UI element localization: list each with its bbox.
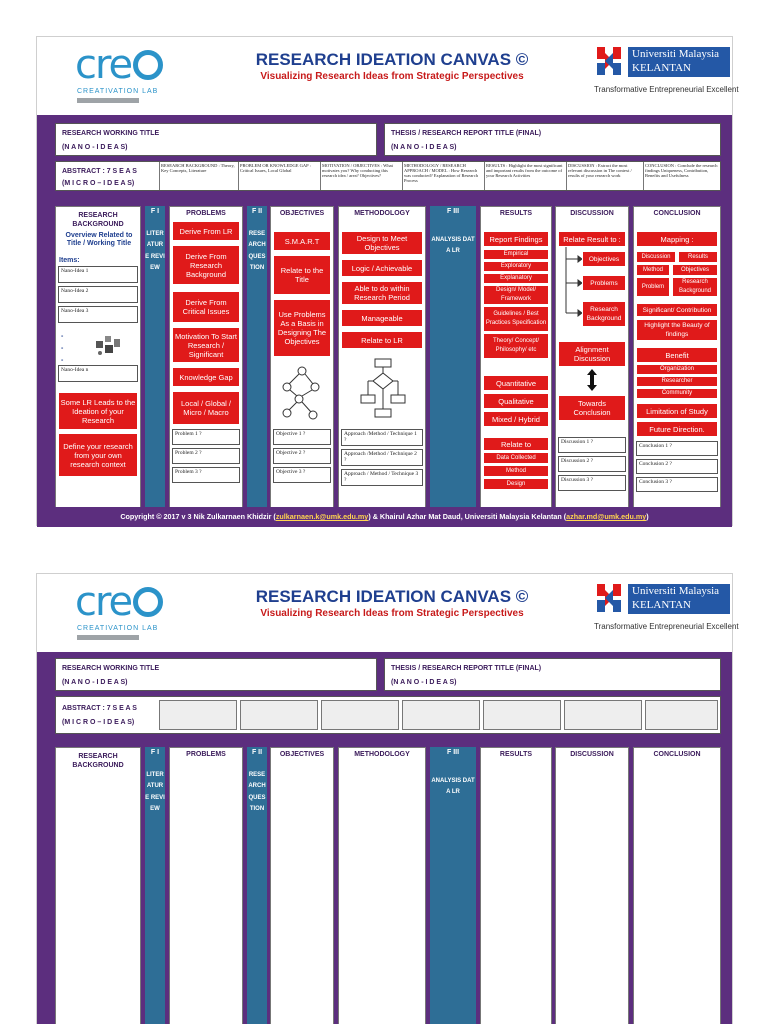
- blank-header-results: RESULTS: [499, 751, 533, 758]
- blank-f1-vertical-text: LITERATURE REVIEW: [145, 772, 165, 812]
- problem-q1: Problem 1 ?: [172, 429, 240, 445]
- abstract-cell-results: RESULTS : Highlight the most significant and important results from the outcome of your Research Activities: [484, 162, 566, 190]
- working-title-sub: (N A N O - I D E A S): [62, 144, 128, 151]
- lr-leads-box: Some LR Leads to the Ideation of your Research: [58, 392, 138, 430]
- flowchart-icon: [359, 357, 407, 421]
- f3-strip: [430, 206, 476, 508]
- abstract-blank-2[interactable]: [240, 700, 318, 730]
- canvas-blank: [36, 573, 739, 1024]
- column-results: [480, 206, 552, 508]
- conclusion-q1: Conclusion 1 ?: [636, 441, 718, 456]
- benefit-researcher: Researcher: [636, 376, 718, 387]
- conclusion-mapping: Mapping :: [636, 231, 718, 247]
- column-research-background: [55, 206, 141, 508]
- result-empirical: Empirical: [483, 249, 549, 260]
- thesis-title-sub: (N A N O - I D E A S): [391, 144, 457, 151]
- abstract-blank-5[interactable]: [483, 700, 561, 730]
- abstract-label-2: ABSTRACT : 7 S E A S: [62, 705, 137, 712]
- abstract-sub: (M I C R O – I D E A S): [62, 180, 135, 187]
- canvas-body: [37, 115, 732, 527]
- map-objectives: Objectives: [672, 264, 718, 276]
- page-title-2: RESEARCH IDEATION CANVAS ©: [255, 587, 529, 606]
- f1-label: F I: [150, 208, 160, 215]
- conclusion-significant: Significant/ Contribution: [636, 303, 718, 317]
- cre8-logo-2: [75, 579, 163, 625]
- blank-header-methodology: METHODOLOGY: [354, 751, 410, 758]
- conclusion-future: Future Direction.: [636, 421, 718, 437]
- abstract-blank-3[interactable]: [321, 700, 399, 730]
- column-methodology: [338, 206, 426, 508]
- column-header-background: RESEARCH BACKGROUND: [72, 212, 124, 228]
- umk-logo-icon-2: [595, 582, 623, 614]
- conclusion-limitation: Limitation of Study: [636, 403, 718, 419]
- result-quantitative: Quantitative: [483, 375, 549, 391]
- discussion-q2: Discussion 2 ?: [558, 456, 626, 472]
- abstract-cell-motivation: MOTIVATION / OBJECTIVES : What motivates you? Why conducting this research idea / area? Objectives?: [320, 162, 402, 190]
- page-subtitle-2: Visualizing Research Ideas from Strategic Perspectives: [260, 608, 524, 619]
- column-header-results: RESULTS: [499, 210, 533, 217]
- uni-name-line2: KELANTAN: [632, 62, 691, 74]
- umk-logo-icon: [595, 45, 623, 77]
- column-conclusion: [633, 206, 721, 508]
- result-design-model: Design/ Model/ Framework: [483, 285, 549, 305]
- blank-column-objectives[interactable]: [270, 747, 334, 1024]
- problem-local-global: Local / Global / Micro / Macro: [172, 391, 240, 425]
- problem-q3: Problem 3 ?: [172, 467, 240, 483]
- blank-f2-strip: [247, 747, 267, 1024]
- blank-header-objectives: OBJECTIVES: [279, 751, 325, 758]
- result-design: Design: [483, 478, 549, 490]
- conclusion-q2: Conclusion 2 ?: [636, 459, 718, 474]
- define-research-box: Define your research from your own research context: [58, 433, 138, 477]
- blank-header-discussion: DISCUSSION: [570, 751, 614, 758]
- blank-column-results[interactable]: [480, 747, 552, 1024]
- thesis-title-label: THESIS / RESEARCH REPORT TITLE (FINAL): [391, 130, 542, 137]
- result-data-collected: Data Collected: [483, 452, 549, 464]
- working-title-box-2: [55, 658, 377, 691]
- map-research-background: Research Background: [672, 277, 718, 297]
- objective-q1: Objective 1 ?: [273, 429, 331, 445]
- approach-2: Approach /Method / Technique 2 ?: [341, 449, 423, 466]
- abstract-blank-6[interactable]: [564, 700, 642, 730]
- approach-3: Approach / Method / Technique 3 ?: [341, 469, 423, 486]
- result-guidelines: Guidelines / Best Practices Specification: [483, 306, 549, 332]
- header-blank: [37, 574, 739, 652]
- blank-column-conclusion[interactable]: [633, 747, 721, 1024]
- map-problem: Problem: [636, 277, 670, 297]
- logo-bar: [77, 98, 139, 103]
- map-method: Method: [636, 264, 670, 276]
- objective-use-problems: Use Problems As a Basis in Designing The Objectives: [273, 299, 331, 357]
- column-header-discussion: DISCUSSION: [570, 210, 614, 217]
- thesis-title-box: [384, 123, 721, 156]
- abstract-cell-methodology: METHODOLOGY / RESEARCH APPROACH / MODEL : How Research was conducted? Explanation of Research Process: [402, 162, 484, 190]
- conclusion-highlight: Highlight the Beauty of findings: [636, 319, 718, 341]
- discussion-towards-conclusion: Towards Conclusion: [558, 395, 626, 421]
- canvas-filled: [36, 36, 739, 526]
- university-tagline: Transformative Entrepreneurial Excellent: [594, 85, 739, 94]
- nano-idea-3: Nano-Idea 3: [58, 306, 138, 323]
- working-title-label-2: RESEARCH WORKING TITLE: [62, 665, 160, 672]
- logo-bar-2: [77, 635, 139, 640]
- discussion-q3: Discussion 3 ?: [558, 475, 626, 491]
- uni-name-line2-2: KELANTAN: [632, 599, 691, 611]
- discussion-problems: Problems: [582, 275, 626, 291]
- bullet-dot-1: -: [61, 333, 64, 340]
- logo-8-icon: [133, 50, 163, 80]
- abstract-cell-conclusion: CONCLUSION : Conclude the research findings Uniqueness, Contribution, Benefits and Usefulness: [643, 162, 722, 190]
- uni-name-line1: Universiti Malaysia: [632, 48, 720, 60]
- problem-derive-lr: Derive From LR: [172, 221, 240, 241]
- f1-strip: [145, 206, 165, 508]
- map-discussion: Discussion: [636, 251, 676, 263]
- blank-f3-label: F III: [446, 749, 460, 756]
- conclusion-benefit: Benefit: [636, 347, 718, 363]
- discussion-objectives: Objectives: [582, 251, 626, 267]
- column-header-problems: PROBLEMS: [186, 210, 226, 217]
- abstract-sub-2: (M I C R O – I D E A S): [62, 719, 135, 726]
- logo-text: cre: [75, 42, 132, 88]
- blank-f3-strip: [430, 747, 476, 1024]
- copyright-footer: [41, 507, 728, 527]
- blank-header-problems: PROBLEMS: [186, 751, 226, 758]
- university-tagline-2: Transformative Entrepreneurial Excellent: [594, 622, 739, 631]
- benefit-community: Community: [636, 388, 718, 399]
- approach-1: Approach /Method / Technique 1 ?: [341, 429, 423, 446]
- header: [37, 37, 739, 115]
- f2-vertical-text: RESEARCH QUESTION: [248, 231, 268, 271]
- abstract-box: [55, 161, 721, 191]
- result-mixed: Mixed / Hybrid: [483, 411, 549, 427]
- blank-column-problems[interactable]: [169, 747, 243, 1024]
- objective-smart: S.M.A.R.T: [273, 231, 331, 251]
- blank-header-background: RESEARCH BACKGROUND: [72, 753, 124, 769]
- abstract-box-2: [55, 696, 721, 734]
- uni-name-line1-2: Universiti Malaysia: [632, 585, 720, 597]
- page-subtitle: Visualizing Research Ideas from Strategic Perspectives: [260, 71, 524, 82]
- method-design-objectives: Design to Meet Objectives: [341, 231, 423, 255]
- result-qualitative: Qualitative: [483, 393, 549, 409]
- f2-strip: [247, 206, 267, 508]
- result-explanatory: Explanatory: [483, 273, 549, 284]
- items-label: Items:: [59, 257, 80, 264]
- results-report-findings: Report Findings: [483, 231, 549, 247]
- abstract-cell-discussion: DISCUSSION : Extract the most relevant discussion in The context / results of your research work: [566, 162, 643, 190]
- working-title-sub-2: (N A N O - I D E A S): [62, 679, 128, 686]
- column-discussion: [555, 206, 629, 508]
- discussion-alignment: Alignment Discussion: [558, 341, 626, 367]
- problem-derive-issues: Derive From Critical Issues: [172, 291, 240, 323]
- blank-f3-vertical-text: ANALYSIS DATA LR: [431, 778, 475, 796]
- f3-label: F III: [446, 208, 460, 215]
- method-research-period: Able to do within Research Period: [341, 281, 423, 305]
- f3-vertical-text: ANALYSIS DATA LR: [431, 237, 475, 255]
- abstract-label: ABSTRACT : 7 S E A S: [62, 168, 137, 175]
- discussion-research-background: Research Background: [582, 301, 626, 327]
- working-title-box: [55, 123, 377, 156]
- puzzle-pieces-icon: [94, 333, 122, 357]
- blank-f2-label: F II: [251, 749, 263, 756]
- blank-f2-vertical-text: RESEARCH QUESTION: [248, 772, 268, 812]
- column-header-objectives: OBJECTIVES: [279, 210, 325, 217]
- method-manageable: Manageable: [341, 309, 423, 327]
- background-overview: Overview Related to Title / Working Title: [65, 232, 133, 247]
- f1-vertical-text: LITERATURE REVIEW: [145, 231, 165, 271]
- discussion-arrows-icon: [558, 247, 582, 327]
- result-exploratory: Exploratory: [483, 261, 549, 272]
- column-header-conclusion: CONCLUSION: [653, 210, 701, 217]
- thesis-title-label-2: THESIS / RESEARCH REPORT TITLE (FINAL): [391, 665, 542, 672]
- discussion-q1: Discussion 1 ?: [558, 437, 626, 453]
- abstract-cell-problem: PROBLEM OR KNOWLEDGE GAP : Critical Issues, Local Global: [238, 162, 320, 190]
- thesis-title-sub-2: (N A N O - I D E A S): [391, 679, 457, 686]
- footer-middle: ) & Khairul Azhar Mat Daud, Universiti Malaysia Kelantan (: [368, 512, 567, 521]
- problem-motivation: Motivation To Start Research / Significant: [172, 327, 240, 363]
- problem-q2: Problem 2 ?: [172, 448, 240, 464]
- bullet-dot-3: -: [61, 357, 64, 364]
- abstract-blank-4[interactable]: [402, 700, 480, 730]
- page-title: RESEARCH IDEATION CANVAS ©: [255, 50, 529, 69]
- blank-column-background[interactable]: [55, 747, 141, 1024]
- result-relate-to: Relate to: [483, 437, 549, 451]
- objective-relate-title: Relate to the Title: [273, 255, 331, 295]
- footer-suffix: ): [646, 512, 649, 521]
- network-diagram-icon: [279, 365, 325, 423]
- university-name-2: [628, 584, 730, 614]
- working-title-label: RESEARCH WORKING TITLE: [62, 130, 160, 137]
- abstract-blank-7[interactable]: [645, 700, 718, 730]
- conclusion-q3: Conclusion 3 ?: [636, 477, 718, 492]
- method-relate-lr: Relate to LR: [341, 331, 423, 349]
- result-method: Method: [483, 465, 549, 477]
- logo-sub: CREATIVATION LAB: [77, 88, 159, 95]
- method-logic: Logic / Achievable: [341, 259, 423, 277]
- problem-knowledge-gap: Knowledge Gap: [172, 367, 240, 387]
- blank-f1-strip: [145, 747, 165, 1024]
- column-header-methodology: METHODOLOGY: [354, 210, 410, 217]
- map-results: Results: [678, 251, 718, 263]
- column-problems: [169, 206, 243, 508]
- bullet-dot-2: -: [61, 345, 64, 352]
- university-name: [628, 47, 730, 77]
- blank-column-methodology[interactable]: [338, 747, 426, 1024]
- blank-header-conclusion: CONCLUSION: [653, 751, 701, 758]
- thesis-title-box-2: [384, 658, 721, 691]
- footer-email-1[interactable]: zulkarnaen.k@umk.edu.my: [275, 512, 369, 521]
- abstract-cell-background: RESEARCH BACKGROUND : Theory, Key Concepts, Literature: [159, 162, 238, 190]
- nano-idea-n: Nano-Idea n: [58, 365, 138, 382]
- nano-idea-1: Nano-Idea 1: [58, 266, 138, 283]
- blank-f1-label: F I: [150, 749, 160, 756]
- abstract-blank-1[interactable]: [159, 700, 237, 730]
- double-arrow-icon: [587, 369, 597, 391]
- objective-q2: Objective 2 ?: [273, 448, 331, 464]
- blank-column-discussion[interactable]: [555, 747, 629, 1024]
- nano-idea-2: Nano-Idea 2: [58, 286, 138, 303]
- objective-q3: Objective 3 ?: [273, 467, 331, 483]
- cre8-logo: [75, 42, 163, 88]
- footer-email-2[interactable]: azhar.md@umk.edu.my: [566, 512, 647, 521]
- f2-label: F II: [251, 208, 263, 215]
- logo-sub-2: CREATIVATION LAB: [77, 625, 159, 632]
- result-theory: Theory/ Concept/ Philosophy/ etc: [483, 333, 549, 359]
- column-objectives: [270, 206, 334, 508]
- canvas-body-blank: [37, 652, 732, 1024]
- footer-prefix: Copyright © 2017 v 3 Nik Zulkarnaen Khidzir (: [120, 512, 276, 521]
- logo-8-icon-2: [133, 587, 163, 617]
- problem-derive-background: Derive From Research Background: [172, 245, 240, 285]
- discussion-relate-result: Relate Result to :: [558, 231, 626, 247]
- logo-text-2: cre: [75, 579, 132, 625]
- benefit-organization: Organization: [636, 364, 718, 375]
